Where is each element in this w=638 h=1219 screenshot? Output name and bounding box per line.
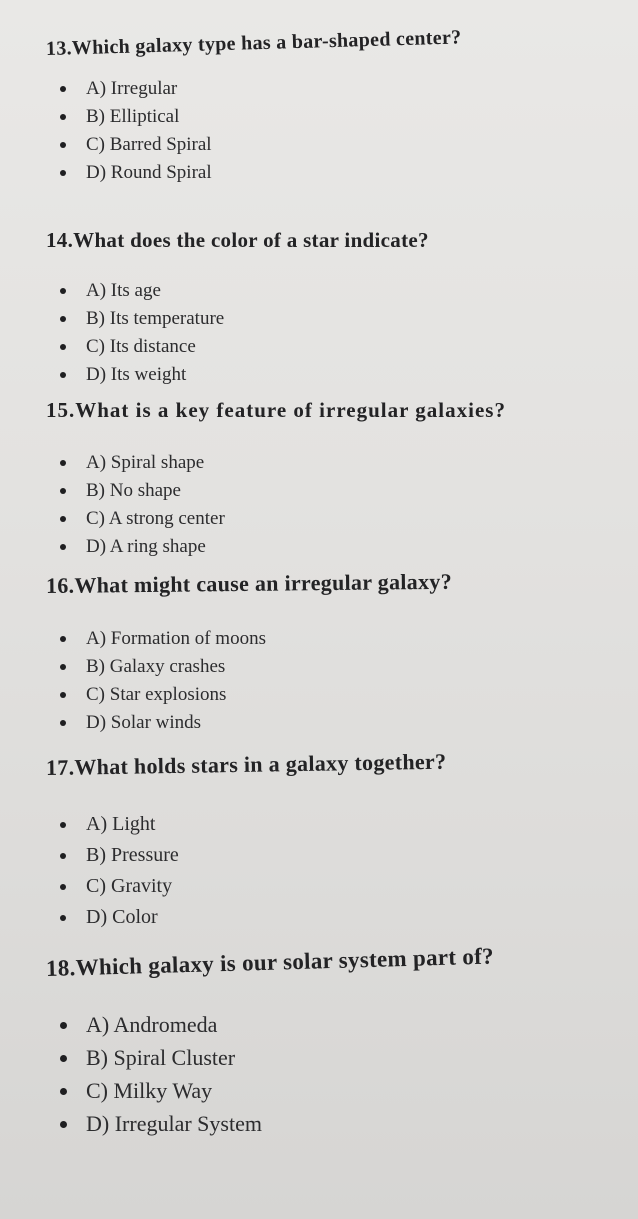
option-list — [46, 277, 606, 389]
question-title: 17.What holds stars in a galaxy together? — [45, 748, 447, 780]
bullet-icon — [60, 372, 66, 378]
bullet-icon — [60, 1088, 67, 1095]
option-label: A) Andromeda — [86, 1012, 218, 1037]
question-title: 14.What does the color of a star indicate? — [46, 228, 429, 252]
option-label: B) Elliptical — [86, 106, 180, 127]
option-label: A) Irregular — [86, 78, 178, 99]
option-a — [46, 1008, 606, 1041]
option-b — [46, 653, 606, 681]
option-list — [46, 1008, 606, 1140]
option-c — [46, 1074, 606, 1107]
question-14 — [46, 228, 606, 389]
bullet-icon — [60, 1022, 67, 1029]
option-label: D) Its weight — [86, 364, 187, 385]
option-a — [46, 449, 606, 477]
option-c — [46, 681, 606, 709]
bullet-icon — [60, 636, 66, 642]
bullet-icon — [60, 884, 66, 890]
bullet-icon — [60, 544, 66, 550]
option-b — [46, 103, 606, 131]
bullet-icon — [60, 853, 66, 859]
option-label: D) Round Spiral — [86, 162, 212, 183]
option-a — [46, 809, 606, 840]
option-label: B) Its temperature — [86, 308, 225, 329]
bullet-icon — [60, 1121, 67, 1128]
option-label: B) Spiral Cluster — [86, 1045, 236, 1070]
option-label: D) A ring shape — [86, 536, 206, 557]
question-title: 13.Which galaxy type has a bar-shaped center? — [45, 26, 462, 60]
option-label: A) Formation of moons — [86, 628, 266, 649]
option-c — [46, 505, 606, 533]
bullet-icon — [60, 1055, 67, 1062]
bullet-icon — [60, 316, 66, 322]
option-label: C) Barred Spiral — [86, 134, 212, 155]
option-list — [46, 449, 606, 561]
option-list — [46, 625, 606, 737]
bullet-icon — [60, 86, 66, 92]
bullet-icon — [60, 288, 66, 294]
option-label: B) Galaxy crashes — [86, 656, 226, 677]
option-label: B) Pressure — [86, 844, 179, 866]
question-title: 15.What is a key feature of irregular galaxies? — [46, 398, 506, 422]
bullet-icon — [60, 488, 66, 494]
option-d — [46, 1107, 606, 1140]
option-b — [46, 1041, 606, 1074]
option-c — [46, 871, 606, 902]
option-d — [46, 159, 606, 187]
option-label: B) No shape — [86, 480, 181, 501]
option-list — [46, 809, 606, 933]
question-15 — [46, 398, 606, 561]
question-title: 18.Which galaxy is our solar system part of? — [45, 943, 495, 981]
option-label: A) Its age — [86, 280, 161, 301]
question-title: 16.What might cause an irregular galaxy? — [45, 568, 453, 598]
option-label: D) Irregular System — [86, 1111, 262, 1136]
option-a — [46, 625, 606, 653]
bullet-icon — [60, 460, 66, 466]
bullet-icon — [60, 114, 66, 120]
option-label: C) Milky Way — [86, 1078, 213, 1103]
bullet-icon — [60, 170, 66, 176]
bullet-icon — [60, 664, 66, 670]
option-b — [46, 840, 606, 871]
option-a — [46, 277, 606, 305]
option-c — [46, 131, 606, 159]
question-16 — [45, 568, 606, 737]
bullet-icon — [60, 516, 66, 522]
question-18 — [45, 943, 606, 1140]
option-label: A) Spiral shape — [86, 452, 205, 473]
bullet-icon — [60, 915, 66, 921]
question-17 — [45, 748, 606, 933]
option-b — [46, 305, 606, 333]
option-label: D) Color — [86, 906, 158, 928]
option-d — [46, 709, 606, 737]
option-label: C) A strong center — [86, 508, 225, 529]
option-d — [46, 361, 606, 389]
option-d — [46, 902, 606, 933]
option-label: C) Star explosions — [86, 684, 227, 705]
option-label: C) Gravity — [86, 875, 173, 897]
option-label: A) Light — [86, 813, 156, 835]
bullet-icon — [60, 142, 66, 148]
option-d — [46, 533, 606, 561]
bullet-icon — [60, 720, 66, 726]
bullet-icon — [60, 344, 66, 350]
option-list — [46, 75, 606, 187]
option-b — [46, 477, 606, 505]
option-c — [46, 333, 606, 361]
bullet-icon — [60, 822, 66, 828]
option-label: C) Its distance — [86, 336, 196, 357]
option-a — [46, 75, 606, 103]
option-label: D) Solar winds — [86, 712, 202, 733]
question-13 — [45, 26, 606, 187]
bullet-icon — [60, 692, 66, 698]
